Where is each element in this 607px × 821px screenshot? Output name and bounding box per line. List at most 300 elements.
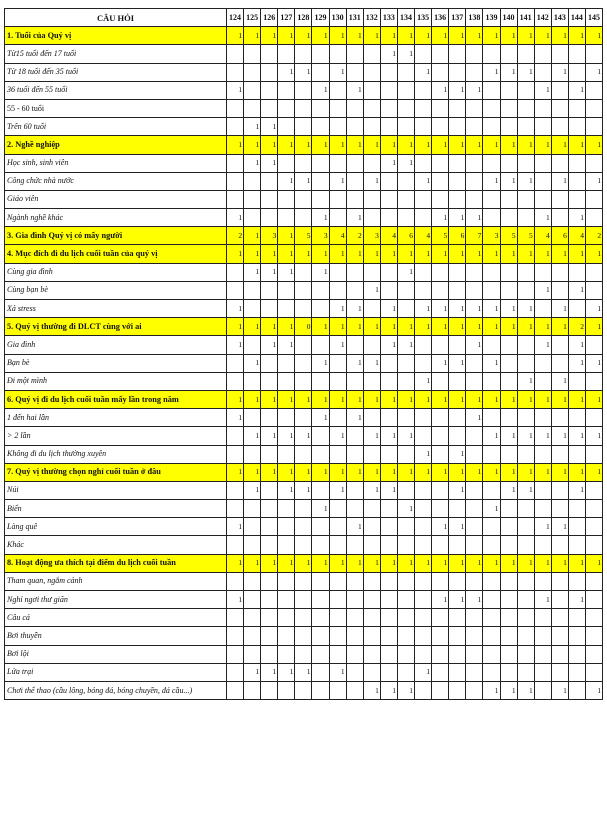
response-cell	[363, 336, 380, 354]
response-cell	[261, 99, 278, 117]
response-cell	[261, 609, 278, 627]
response-cell	[466, 609, 483, 627]
response-cell	[278, 572, 295, 590]
response-cell	[227, 445, 244, 463]
response-cell	[329, 263, 346, 281]
response-cell	[517, 336, 534, 354]
response-cell	[312, 99, 329, 117]
response-cell: 1	[466, 463, 483, 481]
response-cell	[227, 354, 244, 372]
response-cell	[483, 99, 500, 117]
response-cell	[432, 263, 449, 281]
respondent-id-header: 124	[227, 9, 244, 27]
response-cell	[568, 445, 585, 463]
response-cell: 1	[432, 27, 449, 45]
response-cell	[534, 609, 551, 627]
response-cell: 2	[568, 318, 585, 336]
response-cell	[397, 536, 414, 554]
response-cell	[295, 190, 312, 208]
response-cell: 1	[466, 209, 483, 227]
response-cell	[346, 645, 363, 663]
response-cell	[466, 445, 483, 463]
option-row	[5, 154, 603, 172]
response-cell: 2	[227, 227, 244, 245]
response-cell: 1	[261, 663, 278, 681]
response-cell	[380, 663, 397, 681]
response-cell	[449, 154, 466, 172]
response-cell	[500, 663, 517, 681]
response-cell	[244, 336, 261, 354]
option-label: Cùng bạn bè	[5, 281, 227, 299]
response-cell	[244, 500, 261, 518]
response-cell	[432, 481, 449, 499]
response-cell	[517, 81, 534, 99]
response-cell	[227, 627, 244, 645]
response-cell	[483, 572, 500, 590]
response-cell: 1	[568, 354, 585, 372]
response-cell: 1	[483, 390, 500, 408]
response-cell	[380, 572, 397, 590]
response-cell	[551, 500, 568, 518]
response-cell: 1	[534, 281, 551, 299]
response-cell	[449, 627, 466, 645]
response-cell: 1	[432, 209, 449, 227]
option-label: > 2 lần	[5, 427, 227, 445]
response-cell: 1	[380, 154, 397, 172]
response-cell	[517, 99, 534, 117]
response-cell	[483, 481, 500, 499]
response-cell: 1	[244, 663, 261, 681]
response-cell	[227, 681, 244, 699]
option-label: Công chức nhà nước	[5, 172, 227, 190]
response-cell	[227, 263, 244, 281]
response-cell: 1	[329, 554, 346, 572]
response-cell: 1	[363, 481, 380, 499]
response-cell: 1	[329, 136, 346, 154]
response-cell	[312, 663, 329, 681]
response-cell: 1	[500, 172, 517, 190]
response-cell	[483, 627, 500, 645]
response-cell	[551, 481, 568, 499]
response-cell	[261, 591, 278, 609]
response-cell: 1	[449, 354, 466, 372]
response-cell: 1	[415, 372, 432, 390]
response-cell	[585, 99, 602, 117]
response-cell	[295, 500, 312, 518]
response-cell	[449, 645, 466, 663]
response-cell	[278, 300, 295, 318]
response-cell	[278, 154, 295, 172]
response-cell	[244, 281, 261, 299]
response-cell: 1	[483, 172, 500, 190]
response-cell: 3	[363, 227, 380, 245]
response-cell	[415, 536, 432, 554]
response-cell	[449, 336, 466, 354]
response-cell: 1	[551, 681, 568, 699]
response-cell	[261, 190, 278, 208]
respondent-id-header: 138	[466, 9, 483, 27]
response-cell: 1	[227, 209, 244, 227]
response-cell: 1	[415, 172, 432, 190]
response-cell	[585, 263, 602, 281]
response-cell: 1	[500, 300, 517, 318]
response-cell	[551, 99, 568, 117]
response-cell	[483, 445, 500, 463]
response-cell: 1	[517, 681, 534, 699]
response-cell	[585, 645, 602, 663]
response-cell	[278, 45, 295, 63]
response-cell	[551, 209, 568, 227]
response-cell: 1	[397, 136, 414, 154]
response-cell	[346, 427, 363, 445]
response-cell	[397, 591, 414, 609]
response-cell: 1	[278, 554, 295, 572]
response-cell: 1	[278, 427, 295, 445]
option-label: Làng quê	[5, 518, 227, 536]
response-cell	[380, 500, 397, 518]
response-cell	[397, 645, 414, 663]
response-cell	[346, 263, 363, 281]
response-cell: 1	[346, 136, 363, 154]
response-cell	[397, 172, 414, 190]
response-cell	[295, 445, 312, 463]
response-cell	[346, 536, 363, 554]
response-cell	[534, 481, 551, 499]
response-cell	[568, 663, 585, 681]
response-cell	[517, 627, 534, 645]
response-cell	[278, 81, 295, 99]
response-cell: 3	[312, 227, 329, 245]
response-cell	[329, 81, 346, 99]
response-cell: 1	[244, 390, 261, 408]
response-cell: 1	[415, 136, 432, 154]
response-cell	[397, 99, 414, 117]
response-cell	[227, 427, 244, 445]
response-cell: 5	[432, 227, 449, 245]
respondent-id-header: 135	[415, 9, 432, 27]
response-cell	[278, 627, 295, 645]
response-cell: 1	[466, 554, 483, 572]
response-cell: 1	[466, 336, 483, 354]
response-cell	[500, 99, 517, 117]
response-cell	[278, 409, 295, 427]
response-cell	[363, 300, 380, 318]
option-label: Từ15 tuổi đến 17 tuổi	[5, 45, 227, 63]
response-cell	[534, 409, 551, 427]
response-cell	[500, 118, 517, 136]
response-cell	[483, 518, 500, 536]
response-cell	[432, 536, 449, 554]
response-cell	[466, 681, 483, 699]
respondent-id-header: 125	[244, 9, 261, 27]
response-cell	[244, 99, 261, 117]
response-cell	[346, 99, 363, 117]
response-cell	[568, 263, 585, 281]
response-cell	[295, 45, 312, 63]
response-cell	[295, 536, 312, 554]
response-cell	[227, 45, 244, 63]
response-cell	[312, 481, 329, 499]
response-cell: 1	[244, 481, 261, 499]
response-cell: 1	[466, 318, 483, 336]
response-cell	[363, 99, 380, 117]
option-label: Cùng gia đình	[5, 263, 227, 281]
header-row	[5, 9, 603, 27]
response-cell	[449, 500, 466, 518]
response-cell: 1	[329, 663, 346, 681]
response-cell: 1	[397, 263, 414, 281]
response-cell	[517, 518, 534, 536]
response-cell	[432, 681, 449, 699]
response-cell	[295, 627, 312, 645]
response-cell	[483, 281, 500, 299]
response-cell: 1	[415, 663, 432, 681]
response-cell: 1	[380, 136, 397, 154]
response-cell: 1	[415, 245, 432, 263]
response-cell	[312, 336, 329, 354]
response-cell	[261, 536, 278, 554]
response-cell	[312, 591, 329, 609]
response-cell	[295, 118, 312, 136]
response-cell: 1	[380, 390, 397, 408]
response-cell: 1	[227, 27, 244, 45]
response-cell	[500, 281, 517, 299]
response-cell	[295, 609, 312, 627]
response-cell: 1	[432, 554, 449, 572]
response-cell: 1	[397, 681, 414, 699]
response-cell	[397, 409, 414, 427]
response-cell: 1	[261, 136, 278, 154]
response-cell	[585, 190, 602, 208]
response-cell: 1	[466, 409, 483, 427]
response-cell	[517, 45, 534, 63]
response-cell	[261, 572, 278, 590]
response-cell: 1	[551, 300, 568, 318]
response-cell	[363, 63, 380, 81]
response-cell	[278, 591, 295, 609]
response-cell	[568, 627, 585, 645]
response-cell: 1	[415, 445, 432, 463]
response-cell: 1	[517, 318, 534, 336]
response-cell	[346, 281, 363, 299]
response-cell	[449, 172, 466, 190]
response-cell: 1	[261, 118, 278, 136]
option-row	[5, 372, 603, 390]
response-cell	[278, 372, 295, 390]
response-cell	[415, 336, 432, 354]
option-row	[5, 427, 603, 445]
response-cell: 1	[534, 81, 551, 99]
response-cell	[312, 427, 329, 445]
response-cell	[483, 645, 500, 663]
response-cell	[312, 281, 329, 299]
response-cell	[517, 500, 534, 518]
response-cell: 1	[449, 445, 466, 463]
response-cell	[244, 300, 261, 318]
response-cell	[534, 645, 551, 663]
response-cell: 1	[329, 245, 346, 263]
response-cell	[346, 609, 363, 627]
response-cell	[517, 190, 534, 208]
response-cell	[534, 354, 551, 372]
response-cell: 1	[329, 481, 346, 499]
response-cell	[432, 500, 449, 518]
response-cell	[568, 609, 585, 627]
response-cell: 1	[312, 409, 329, 427]
response-cell: 1	[363, 390, 380, 408]
response-cell	[380, 372, 397, 390]
response-cell: 1	[363, 463, 380, 481]
response-cell	[432, 409, 449, 427]
response-cell: 1	[585, 681, 602, 699]
response-cell	[466, 500, 483, 518]
option-row	[5, 572, 603, 590]
response-cell: 1	[551, 318, 568, 336]
response-cell	[585, 591, 602, 609]
response-cell: 1	[346, 463, 363, 481]
response-cell: 1	[551, 463, 568, 481]
response-cell: 1	[551, 372, 568, 390]
response-cell	[329, 190, 346, 208]
respondent-id-header: 136	[432, 9, 449, 27]
response-cell	[278, 99, 295, 117]
response-cell: 1	[466, 27, 483, 45]
question-label: 6. Quý vị đi du lịch cuối tuần mấy lần trong năm	[5, 390, 227, 408]
option-label: Bơi lội	[5, 645, 227, 663]
response-cell	[449, 372, 466, 390]
response-cell	[466, 518, 483, 536]
option-label: 36 tuổi đến 55 tuổi	[5, 81, 227, 99]
response-cell	[483, 591, 500, 609]
response-cell: 1	[261, 554, 278, 572]
response-cell: 1	[551, 427, 568, 445]
question-label: 7. Quý vị thường chọn nghỉ cuối tuần ở đâu	[5, 463, 227, 481]
response-cell	[312, 172, 329, 190]
response-cell: 1	[312, 245, 329, 263]
response-cell: 1	[329, 300, 346, 318]
response-cell: 1	[466, 81, 483, 99]
response-cell	[295, 99, 312, 117]
response-cell: 1	[363, 27, 380, 45]
response-cell	[346, 63, 363, 81]
response-cell	[585, 372, 602, 390]
option-row	[5, 500, 603, 518]
option-row	[5, 627, 603, 645]
response-cell	[517, 409, 534, 427]
response-cell	[346, 663, 363, 681]
response-cell: 1	[432, 463, 449, 481]
response-cell: 1	[278, 136, 295, 154]
response-cell: 1	[244, 427, 261, 445]
response-cell: 1	[227, 390, 244, 408]
response-cell	[312, 154, 329, 172]
response-cell	[449, 409, 466, 427]
response-cell: 1	[244, 27, 261, 45]
response-cell: 1	[312, 500, 329, 518]
response-cell	[568, 300, 585, 318]
response-cell	[295, 372, 312, 390]
option-label: Bơi thuyền	[5, 627, 227, 645]
respondent-id-header: 143	[551, 9, 568, 27]
response-cell: 1	[295, 136, 312, 154]
response-cell	[363, 663, 380, 681]
table-body	[5, 27, 603, 700]
option-label: Nghỉ ngơi thư giãn	[5, 591, 227, 609]
response-cell	[244, 409, 261, 427]
response-cell: 1	[363, 245, 380, 263]
response-cell: 1	[585, 300, 602, 318]
option-row	[5, 409, 603, 427]
response-cell	[534, 300, 551, 318]
response-cell	[432, 609, 449, 627]
response-cell: 1	[449, 209, 466, 227]
response-cell	[415, 609, 432, 627]
response-cell: 7	[466, 227, 483, 245]
response-cell	[244, 536, 261, 554]
response-cell	[500, 336, 517, 354]
response-cell	[329, 445, 346, 463]
response-cell	[329, 645, 346, 663]
option-row	[5, 536, 603, 554]
question-row	[5, 390, 603, 408]
response-cell: 1	[415, 390, 432, 408]
response-cell	[295, 572, 312, 590]
response-cell	[312, 300, 329, 318]
response-cell	[534, 63, 551, 81]
response-cell	[397, 481, 414, 499]
response-cell	[363, 645, 380, 663]
response-cell	[483, 536, 500, 554]
response-cell	[585, 445, 602, 463]
response-cell	[312, 445, 329, 463]
response-cell	[397, 627, 414, 645]
response-cell	[568, 118, 585, 136]
response-cell	[466, 281, 483, 299]
question-column-header: CÂU HỎI	[5, 9, 227, 27]
response-cell: 1	[449, 481, 466, 499]
response-cell	[380, 63, 397, 81]
response-cell: 1	[534, 463, 551, 481]
response-cell	[534, 118, 551, 136]
response-cell	[329, 409, 346, 427]
response-cell	[278, 190, 295, 208]
response-cell: 1	[534, 518, 551, 536]
option-row	[5, 591, 603, 609]
response-cell: 1	[585, 245, 602, 263]
response-cell: 1	[244, 318, 261, 336]
response-cell	[227, 500, 244, 518]
response-cell	[415, 591, 432, 609]
response-cell: 1	[363, 136, 380, 154]
response-cell: 1	[534, 554, 551, 572]
response-cell: 2	[585, 227, 602, 245]
response-cell	[568, 681, 585, 699]
response-cell	[449, 609, 466, 627]
response-cell	[415, 45, 432, 63]
response-cell: 1	[244, 354, 261, 372]
response-cell: 1	[585, 136, 602, 154]
response-cell	[568, 172, 585, 190]
response-cell: 1	[551, 27, 568, 45]
response-cell	[244, 209, 261, 227]
response-cell	[261, 281, 278, 299]
response-cell	[397, 190, 414, 208]
response-cell	[380, 209, 397, 227]
response-cell	[466, 99, 483, 117]
response-cell: 1	[227, 81, 244, 99]
response-cell: 1	[449, 81, 466, 99]
response-cell: 1	[278, 63, 295, 81]
